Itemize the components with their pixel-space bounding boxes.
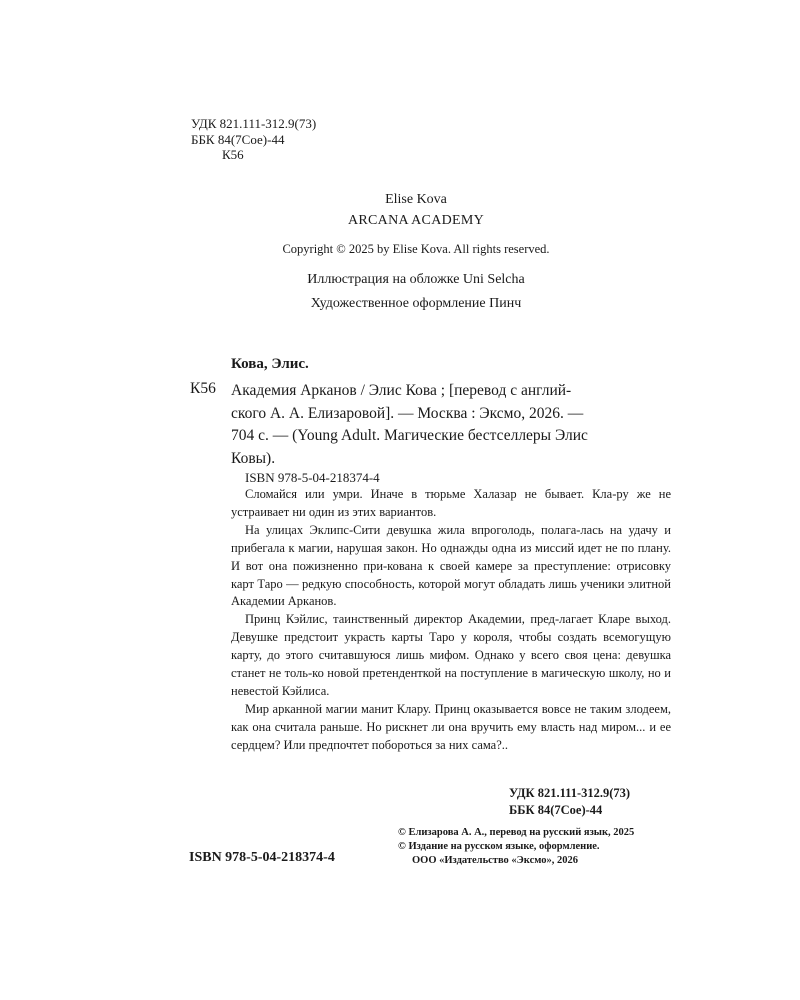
original-title: ARCANA ACADEMY [347, 213, 485, 228]
bibliographic-author-heading: Кова, Элис. [231, 356, 309, 372]
bibliographic-mark: К56 [190, 380, 216, 397]
udk-code: УДК 821.111-312.9(73) [191, 116, 317, 131]
classification-codes [191, 116, 316, 163]
bbk-code: ББК 84(7Сое)-44 [191, 131, 285, 147]
footer-isbn: ISBN 978-5-04-218374-4 [189, 850, 335, 865]
copyright-line: Copyright © 2025 by Elise Kova. All rights reserved. [282, 242, 550, 256]
footer-bbk: ББК 84(7Сое)-44 [509, 803, 603, 817]
annotation-paragraph: Принц Кэйлис, таинственный директор Академии, пред-лагает Кларе выход. Девушке предстоит украсть карты Таро у короля, чтобы создать всемогущую карту, до этого считавшуюся лишь мифом. Однако у всего своя цена: девушка станет не толь-ко новой претенденткой на поступление в магическую школу, но и невестой Кэйлиса. [231, 612, 671, 698]
original-author: Elise Kova [385, 192, 447, 207]
annotation [231, 486, 671, 755]
rights-line: © Елизарова А. А., перевод на русский язык, 2025 [398, 827, 635, 838]
annotation-paragraph: Сломайся или умри. Иначе в тюрьме Халазар не бывает. Кла-ру же не устраивает ни один из этих вариантов. [231, 487, 671, 519]
bibliographic-description [231, 380, 671, 470]
bibliographic-line: Академия Арканов / Элис Кова ; [перевод с англий- [231, 382, 572, 399]
bibliographic-line: ского А. А. Елизаровой]. — Москва : Эксмо, 2026. — [231, 404, 584, 422]
annotation-paragraph: На улицах Эклипс-Сити девушка жила впроголодь, полага-лась на удачу и прибегала к магии, нарушая закон. Но однажды одна из миссий идет не по плану. И вот она пожизненно при-кована к своей камере за преступление: отрисовку карт Таро — редкую способность, которой могут обладать лишь ученики элитной Академии Арканов. [231, 522, 671, 609]
rights-line: ООО «Издательство «Эксмо», 2026 [412, 855, 579, 866]
rights-line: © Издание на русском языке, оформление. [398, 841, 600, 852]
annotation-paragraph: Мир арканной магии манит Клару. Принц оказывается вовсе не таким злодеем, как она считала раньше. Но рискнет ли она вручить ему власть над миром... и ее сердцем? Или предпочтет побороться за них сама?.. [231, 701, 671, 752]
author-mark: К56 [222, 147, 244, 162]
design-credit: Художественное оформление Пинч [310, 296, 522, 311]
rights-block [398, 826, 634, 868]
footer-classification [509, 785, 630, 819]
isbn-inline: ISBN 978-5-04-218374-4 [245, 470, 380, 485]
cover-illustration-credit: Иллюстрация на обложке Uni Selcha [307, 272, 525, 287]
bibliographic-line: 704 с. — (Young Adult. Магические бестселлеры Элис [231, 427, 588, 444]
footer-udk: УДК 821.111-312.9(73) [509, 786, 631, 800]
bibliographic-line: Ковы). [231, 449, 276, 467]
